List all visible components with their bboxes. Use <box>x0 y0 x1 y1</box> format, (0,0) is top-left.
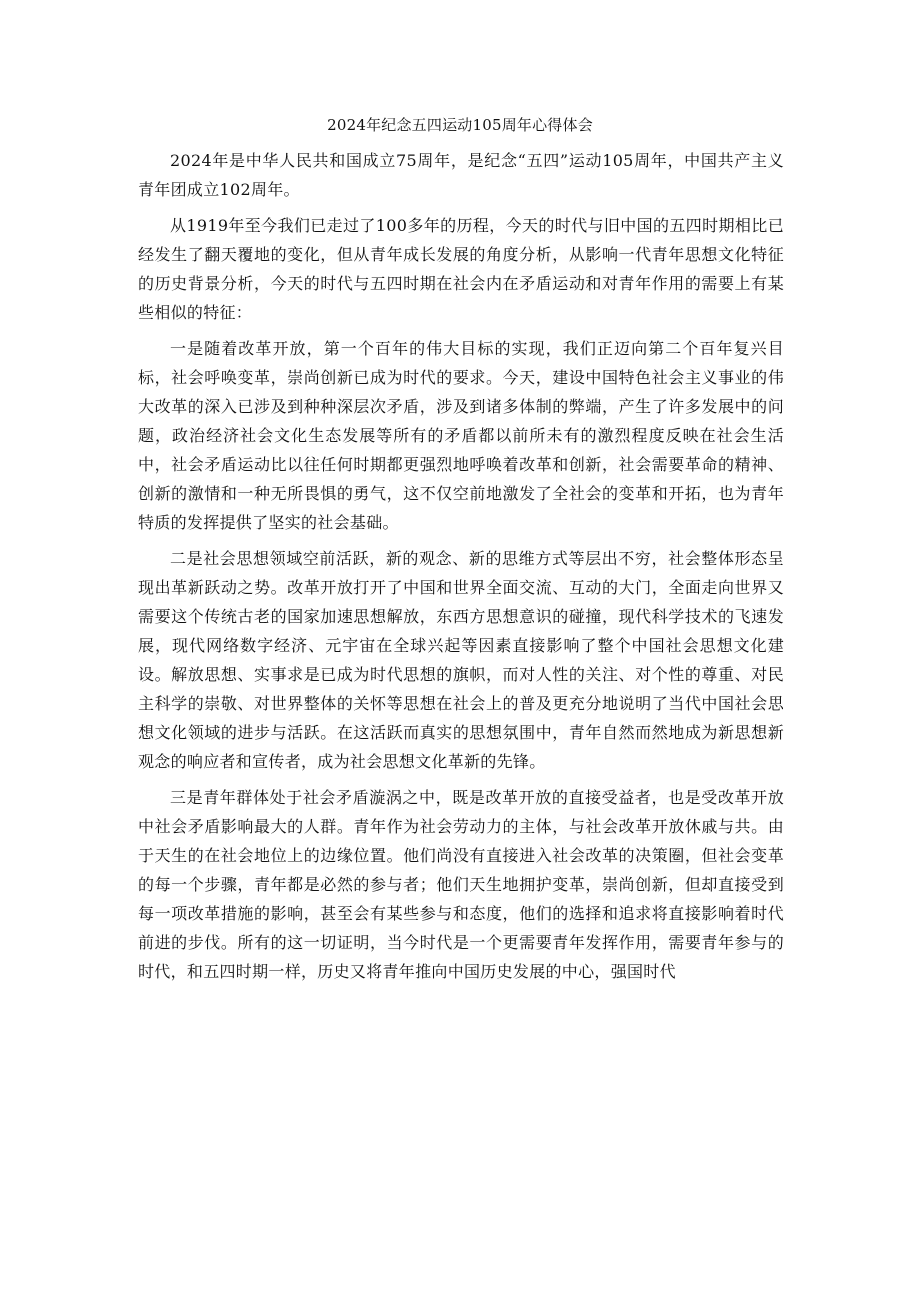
document-title: 2024年纪念五四运动105周年心得体会 <box>327 116 593 134</box>
paragraph-history: 从1919年至今我们已走过了100多年的历程，今天的时代与旧中国的五四时期相比已经发生了翻天覆地的变化，但从青年成长发展的角度分析，从影响一代青年思想文化特征的历史背景分析，今天的时代与五四时期在社会内在矛盾运动和对青年作用的需要上有某些相似的特征： <box>138 216 784 322</box>
paragraph-point-one: 一是随着改革开放，第一个百年的伟大目标的实现，我们正迈向第二个百年复兴目标，社会呼唤变革，崇尚创新已成为时代的要求。今天，建设中国特色社会主义事业的伟大改革的深入已涉及到种种深层次矛盾，涉及到诸多体制的弊端，产生了许多发展中的问题，政治经济社会文化生态发展等所有的矛盾都以前所未有的激烈程度反映在社会生活中，社会矛盾运动比以往任何时期都更强烈地呼唤着改革和创新，社会需要革命的精神、创新的激情和一种无所畏惧的勇气，这不仅空前地激发了全社会的变革和开拓，也为青年特质的发挥提供了坚实的社会基础。 <box>138 339 784 532</box>
document-body <box>138 146 784 993</box>
paragraph-intro: 2024年是中华人民共和国成立75周年，是纪念“五四”运动105周年，中国共产主义青年团成立102周年。 <box>138 151 784 199</box>
paragraph-point-three: 三是青年群体处于社会矛盾漩涡之中，既是改革开放的直接受益者，也是受改革开放中社会矛盾影响最大的人群。青年作为社会劳动力的主体，与社会改革开放休戚与共。由于天生的在社会地位上的边缘位置。他们尚没有直接进入社会改革的决策圈，但社会变革的每一个步骤，青年都是必然的参与者；他们天生地拥护变革，崇尚创新，但却直接受到每一项改革措施的影响，甚至会有某些参与和态度，他们的选择和追求将直接影响着时代前进的步伐。所有的这一切证明，当今时代是一个更需要青年发挥作用，需要青年参与的时代，和五四时期一样，历史又将青年推向中国历史发展的中心，强国时代 <box>138 788 784 981</box>
paragraph-point-two: 二是社会思想领域空前活跃，新的观念、新的思维方式等层出不穷，社会整体形态呈现出革新跃动之势。改革开放打开了中国和世界全面交流、互动的大门，全面走向世界又需要这个传统古老的国家加速思想解放，东西方思想意识的碰撞，现代科学技术的飞速发展，现代网络数字经济、元宇宙在全球兴起等因素直接影响了整个中国社会思想文化建设。解放思想、实事求是已成为时代思想的旗帜，而对人性的关注、对个性的尊重、对民主科学的崇敬、对世界整体的关怀等思想在社会上的普及更充分地说明了当代中国社会思想文化领域的进步与活跃。在这活跃而真实的思想氛围中，青年自然而然地成为新思想新观念的响应者和宣传者，成为社会思想文化革新的先锋。 <box>138 549 784 771</box>
